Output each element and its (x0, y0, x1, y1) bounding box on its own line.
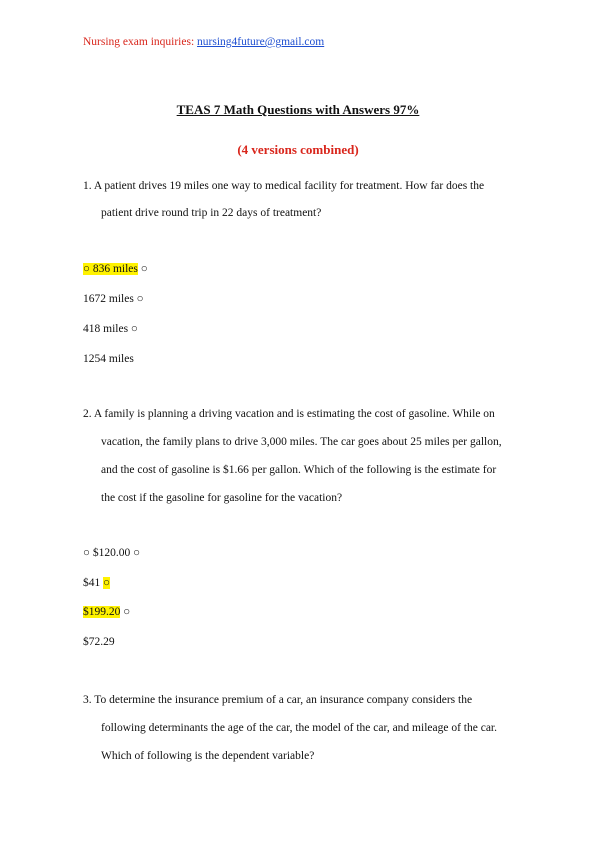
option-text: ○ (140, 263, 148, 275)
inquiry-line (83, 36, 324, 48)
question-1-option-3[interactable]: 418 miles ○ (83, 323, 138, 335)
highlighted-marker: ○ (103, 577, 111, 589)
option-text: ○ (123, 606, 131, 618)
document-subtitle: (4 versions combined) (237, 142, 359, 157)
question-2-line-2: vacation, the family plans to drive 3,000 miles. The car goes about 25 miles per gallon, (101, 436, 502, 448)
question-1-option-1[interactable] (83, 263, 148, 275)
question-3-line-2: following determinants the age of the car, the model of the car, and mileage of the car. (101, 722, 497, 734)
question-2-line-4: the cost if the gasoline for gasoline for the vacation? (101, 492, 343, 504)
option-text: $41 (83, 577, 101, 589)
highlighted-answer: ○ 836 miles (83, 263, 138, 275)
inquiry-email-link[interactable]: nursing4future@gmail.com (197, 36, 325, 48)
question-1-line-2: patient drive round trip in 22 days of treatment? (101, 207, 322, 219)
question-3-line-1: 3. To determine the insurance premium of a car, an insurance company considers the (83, 694, 473, 706)
question-2-line-1: 2. A family is planning a driving vacation and is estimating the cost of gasoline. While on (83, 408, 495, 420)
question-2-option-2[interactable] (83, 577, 110, 589)
question-3-line-3: Which of following is the dependent variable? (101, 750, 315, 762)
inquiry-label: Nursing exam inquiries: (83, 36, 195, 48)
question-1-option-2[interactable]: 1672 miles ○ (83, 293, 144, 305)
question-2-option-3[interactable] (83, 606, 130, 618)
document-title: TEAS 7 Math Questions with Answers 97% (176, 102, 420, 117)
question-2-option-1[interactable]: ○ $120.00 ○ (83, 547, 141, 559)
question-1-line-1: 1. A patient drives 19 miles one way to medical facility for treatment. How far does the (83, 180, 485, 192)
question-2-line-3: and the cost of gasoline is $1.66 per gallon. Which of the following is the estimate for (101, 464, 497, 476)
question-2-option-4[interactable]: $72.29 (83, 636, 115, 648)
question-1-option-4[interactable]: 1254 miles (83, 353, 134, 365)
highlighted-answer: $199.20 (83, 606, 121, 618)
